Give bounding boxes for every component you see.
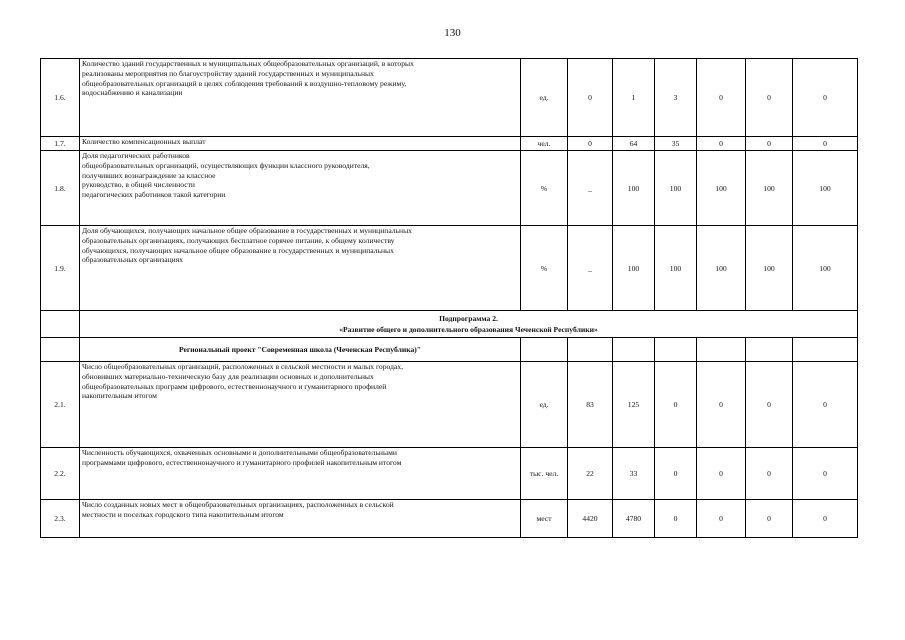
description-line: Доля обучающихся, получающих начальное общее образование в государственных и муниципальных [82,226,412,235]
value-cell: 83 [568,362,613,448]
subprogram-heading [80,311,858,338]
subprogram-line: Подпрограмма 2. [439,314,498,323]
value-cell: 22 [568,448,613,500]
project-row [41,338,858,362]
project-heading: Региональный проект "Современная школа (Чеченская Республика)" [80,338,521,362]
indicator-description [80,59,521,137]
empty-cell [41,311,80,338]
indicator-description [80,137,521,151]
value-cell: _ [568,226,613,311]
empty-cell [793,338,858,362]
description-line: водоснабжению и канализации [82,88,183,98]
value-cell: 35 [655,137,697,151]
table-row [41,151,858,226]
value-cell: 1 [613,59,655,137]
value-cell: 0 [655,448,697,500]
value-cell: 0 [697,500,746,538]
value-cell: 100 [746,226,793,311]
description-line: обновивших материально-техническую базу для реализации основных и дополнительных [82,371,374,381]
value-cell: 0 [793,59,858,137]
indicator-description [80,500,521,538]
empty-cell [613,338,655,362]
value-cell: 0 [746,448,793,500]
description-line: реализованы мероприятия по благоустройству зданий государственных и муниципальных [82,68,374,78]
description-line: общеобразовательных программ цифрового, естественнонаучного и гуманитарного профилей [82,381,387,391]
value-cell: 0 [697,448,746,500]
value-cell: 0 [746,137,793,151]
value-cell: 0 [793,500,858,538]
value-cell: 0 [746,59,793,137]
description-line: Количество компенсационных выплат [82,137,206,146]
indicators-table [40,58,858,538]
description-line: Доля педагогических работников [82,151,190,160]
value-cell: 100 [746,151,793,226]
description-line: образовательных организациях, получающих бесплатное горячее питание, к общему количеству [82,235,395,245]
row-number: 1.9. [41,226,80,311]
empty-cell [655,338,697,362]
description-line: общеобразовательных организаций, осуществляющих функции классного руководителя, [82,160,370,170]
table-row [41,226,858,311]
value-cell: 0 [568,59,613,137]
value-cell: 3 [655,59,697,137]
value-cell: 100 [793,226,858,311]
description-line: общеобразовательных организаций в целях соблюдения требований к воздушно-тепловому режиму, [82,78,407,88]
table-row [41,448,858,500]
indicator-description [80,448,521,500]
unit-cell: мест [521,500,568,538]
row-number: 1.7. [41,137,80,151]
value-cell: 33 [613,448,655,500]
unit-cell: % [521,226,568,311]
unit-cell: ед. [521,59,568,137]
table-row [41,500,858,538]
empty-cell [41,338,80,362]
subprogram-row [41,311,858,338]
value-cell: 0 [655,362,697,448]
value-cell: 0 [793,448,858,500]
empty-cell [697,338,746,362]
indicator-description [80,226,521,311]
description-line: Число общеобразовательных организаций, расположенных в сельской местности и малых городах, [82,362,404,371]
description-line: местности и поселках городского типа накопительным итогом [82,509,284,519]
value-cell: 125 [613,362,655,448]
value-cell: 64 [613,137,655,151]
value-cell: _ [568,151,613,226]
table-row [41,137,858,151]
value-cell: 100 [613,226,655,311]
description-line: Количество зданий государственных и муниципальных общеобразовательных организаций, в которых [82,59,414,68]
value-cell: 100 [655,151,697,226]
unit-cell: тыс. чел. [521,448,568,500]
value-cell: 100 [655,226,697,311]
value-cell: 4780 [613,500,655,538]
description-line: накопительным итогом [82,391,157,401]
description-line: руководство, в общей численности [82,180,195,190]
value-cell: 0 [697,59,746,137]
value-cell: 0 [568,137,613,151]
indicator-description [80,151,521,226]
empty-cell [568,338,613,362]
row-number: 1.8. [41,151,80,226]
row-number: 2.2. [41,448,80,500]
value-cell: 100 [697,151,746,226]
value-cell: 0 [697,362,746,448]
table-row [41,362,858,448]
subprogram-line: «Развитие общего и дополнительного образования Чеченской Республики» [339,325,598,334]
description-line: получивших вознаграждение за классное [82,170,216,180]
description-line: обучающихся, получающих начальное общее образование в государственных и муниципальных [82,245,394,255]
page-number: 130 [444,27,461,39]
row-number: 2.3. [41,500,80,538]
value-cell: 100 [613,151,655,226]
description-line: Численность обучающихся, охваченных основными и дополнительными общеобразовательными [82,448,397,457]
row-number: 2.1. [41,362,80,448]
table-row [41,59,858,137]
value-cell: 0 [655,500,697,538]
empty-cell [746,338,793,362]
description-line: образовательных организациях [82,255,184,265]
value-cell: 0 [697,137,746,151]
empty-cell [521,338,568,362]
indicator-description [80,362,521,448]
row-number: 1.6. [41,59,80,137]
unit-cell: ед. [521,362,568,448]
table-body [41,59,858,538]
value-cell: 4420 [568,500,613,538]
unit-cell: чел. [521,137,568,151]
description-line: педагогических работников такой категории [82,190,226,200]
unit-cell: % [521,151,568,226]
value-cell: 0 [793,362,858,448]
value-cell: 0 [793,137,858,151]
value-cell: 100 [697,226,746,311]
description-line: Число созданных новых мест в общеобразовательных организациях, расположенных в сельской [82,500,394,509]
description-line: программами цифрового, естественнонаучного и гуманитарного профилей накопительным итогом [82,457,402,467]
value-cell: 0 [746,362,793,448]
value-cell: 100 [793,151,858,226]
value-cell: 0 [746,500,793,538]
